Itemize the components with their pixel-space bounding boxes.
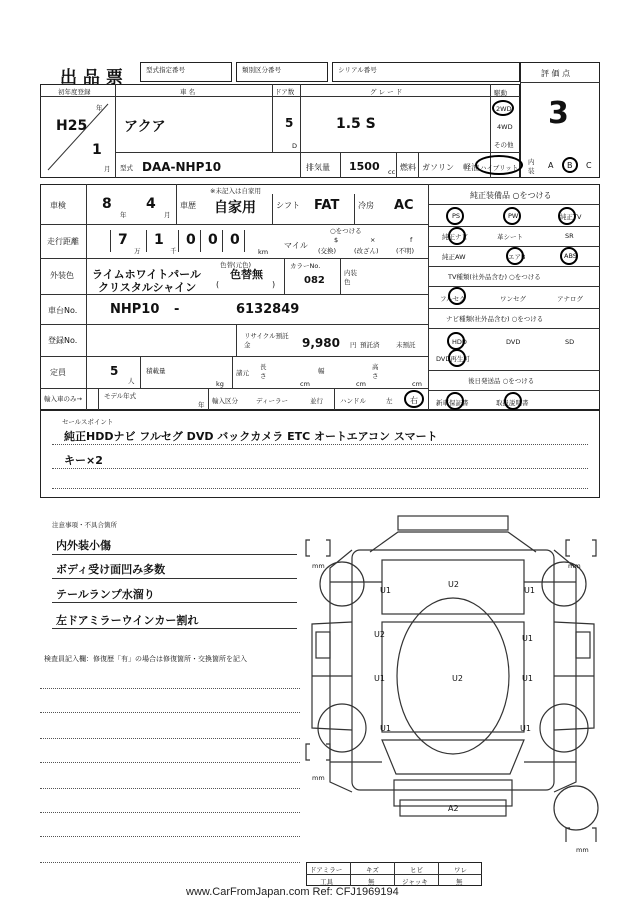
divider bbox=[40, 788, 300, 789]
shaken-year: 8 bbox=[102, 196, 112, 212]
chassis-dash: - bbox=[174, 302, 180, 317]
sales-points-label: セールスポイント bbox=[62, 418, 114, 426]
mileage-digit-5: 0 bbox=[230, 232, 240, 248]
mileage-digit-2: 1 bbox=[154, 232, 164, 248]
unknown-label: (不明) bbox=[396, 247, 415, 255]
shift-label: シフト bbox=[276, 201, 300, 210]
divider bbox=[428, 390, 600, 391]
divider bbox=[418, 152, 419, 178]
divider bbox=[340, 258, 341, 294]
drive-2wd-circle bbox=[492, 100, 514, 116]
equip-navi-circle bbox=[448, 227, 466, 245]
notes-label: 注意事項・不具合箇所 bbox=[52, 521, 117, 529]
mark-left-rear-door-u1: U1 bbox=[374, 674, 385, 683]
shaken-month: 4 bbox=[146, 196, 156, 212]
divider bbox=[52, 554, 297, 555]
width-label: 幅 bbox=[318, 367, 325, 375]
sales-points-box bbox=[40, 410, 600, 498]
divider bbox=[350, 862, 351, 886]
divider bbox=[208, 388, 209, 410]
mileage-sen: 千 bbox=[170, 247, 177, 255]
color-no-label: カラーNo. bbox=[290, 262, 321, 270]
equip-airbag: エアB bbox=[508, 253, 526, 261]
legend-scratch: キズ bbox=[366, 866, 379, 874]
divider bbox=[272, 84, 273, 152]
legend-tools: 工具 bbox=[320, 878, 333, 886]
later-manual-circle bbox=[504, 392, 522, 410]
divider bbox=[40, 836, 300, 837]
shaken-year-unit: 年 bbox=[120, 211, 127, 219]
interior-b: B bbox=[567, 161, 573, 170]
mark-center-u2: U2 bbox=[452, 674, 463, 683]
swap-mark: $ bbox=[334, 236, 339, 244]
note-item-3: テールランプ水溜り bbox=[56, 588, 155, 601]
car-name: アクア bbox=[124, 119, 166, 135]
divider bbox=[40, 762, 300, 763]
legend-crack: ヒビ bbox=[410, 866, 423, 874]
fuel-diesel: 軽油 bbox=[463, 163, 479, 172]
divider bbox=[244, 230, 245, 252]
watermark: www.CarFromJapan.com Ref: CFJ1969194 bbox=[186, 886, 399, 898]
ac-label: 冷房 bbox=[358, 201, 374, 210]
navi-hdd: HDD bbox=[452, 338, 467, 346]
dims-label: 諸元 bbox=[236, 369, 249, 377]
divider bbox=[428, 370, 600, 371]
displacement-value: 1500 bbox=[349, 160, 380, 173]
serial-label: シリアル番号 bbox=[338, 66, 377, 74]
divider bbox=[428, 308, 600, 309]
interior-c: C bbox=[586, 161, 592, 170]
divider bbox=[334, 388, 335, 410]
width-cm: cm bbox=[356, 380, 366, 388]
score-value: 3 bbox=[548, 96, 569, 131]
import-parallel: 並行 bbox=[310, 397, 323, 405]
divider bbox=[40, 812, 300, 813]
mileage-mile: マイル bbox=[284, 241, 308, 250]
divider bbox=[520, 82, 600, 83]
divider bbox=[52, 444, 588, 445]
divider bbox=[52, 578, 297, 579]
divider bbox=[52, 628, 297, 629]
mileage-km: km bbox=[258, 248, 269, 256]
note-item-1: 内外装小傷 bbox=[56, 539, 111, 552]
first-reg-month: 1 bbox=[92, 142, 102, 158]
divider bbox=[354, 194, 355, 224]
equip-ps: PS bbox=[452, 212, 461, 220]
first-reg-era: H25 bbox=[56, 118, 88, 134]
diagram-mm-4: mm bbox=[576, 846, 589, 854]
equip-pw-circle bbox=[503, 207, 521, 225]
mark-left-door-u2: U2 bbox=[374, 630, 385, 639]
equip-aw: 純正AW bbox=[442, 253, 466, 261]
color-paren-open: ( bbox=[216, 280, 220, 289]
divider bbox=[40, 96, 520, 97]
legend-mirror: ドアミラー bbox=[310, 866, 343, 874]
divider bbox=[438, 862, 439, 886]
shaken-month-unit: 月 bbox=[164, 211, 171, 219]
recycle-deposited: 預託済 bbox=[360, 341, 380, 349]
navi-dvd: DVD bbox=[506, 338, 521, 346]
model-label: 型式 bbox=[120, 164, 133, 172]
interior-a: A bbox=[548, 161, 554, 170]
divider bbox=[178, 230, 179, 252]
divider bbox=[232, 356, 233, 388]
color-repaint: 色替無 bbox=[230, 268, 263, 281]
model-cert-label: 型式指定番号 bbox=[146, 66, 185, 74]
mileage-digit-4: 0 bbox=[208, 232, 218, 248]
seats-label: 定員 bbox=[50, 368, 66, 377]
handle-right-circle bbox=[404, 390, 424, 408]
equip-abs: ABS bbox=[564, 252, 577, 260]
equip-tv: 純正TV bbox=[560, 213, 582, 221]
equip-navi: 純正ナビ bbox=[442, 233, 468, 241]
use-value: 自家用 bbox=[214, 200, 256, 216]
divider bbox=[340, 152, 341, 178]
divider bbox=[176, 184, 177, 224]
height-label: 高さ bbox=[372, 363, 379, 380]
interior-b-circle bbox=[562, 157, 578, 173]
tv-analog: アナログ bbox=[557, 295, 583, 303]
sales-points-line-1: 純正HDDナビ フルセグ DVD バックカメラ ETC オートエアコン スマート bbox=[64, 430, 438, 443]
seats-unit: 人 bbox=[128, 377, 135, 385]
alter-label: (改ざん) bbox=[354, 247, 379, 255]
tv-fullseg-circle bbox=[448, 287, 466, 305]
recycle-yen: 円 bbox=[350, 341, 357, 349]
mileage-circle-note: ○をつける bbox=[330, 227, 362, 235]
divider bbox=[428, 328, 600, 329]
unknown-mark: f bbox=[410, 236, 413, 244]
cc-unit: cc bbox=[388, 168, 396, 176]
diagram-mm-2: mm bbox=[568, 562, 581, 570]
divider bbox=[272, 194, 273, 224]
import-label: 輸入車のみ→ bbox=[44, 395, 82, 403]
divider bbox=[428, 184, 429, 410]
equip-pw: PW bbox=[508, 212, 519, 220]
handle-right: 右 bbox=[410, 396, 418, 405]
mark-rear-bumper-a2: A2 bbox=[448, 804, 459, 813]
alter-mark: × bbox=[370, 236, 376, 244]
inspector-label: 検査員記入欄：修復歴「有」の場合は修復箇所・交換箇所を記入 bbox=[44, 655, 247, 663]
divider bbox=[98, 388, 99, 410]
divider bbox=[52, 468, 588, 469]
load-label: 積載量 bbox=[146, 367, 166, 375]
drive-label: 駆動 bbox=[494, 89, 507, 97]
height-cm: cm bbox=[412, 380, 422, 388]
legend-broken: ワレ bbox=[454, 866, 467, 874]
handle-left: 左 bbox=[386, 397, 393, 405]
color-label: 外装色 bbox=[50, 271, 74, 280]
shaken-label: 車検 bbox=[50, 201, 66, 210]
model-value: DAA-NHP10 bbox=[142, 160, 222, 174]
mileage-label: 走行距離 bbox=[47, 237, 79, 246]
interior-label: 内装 bbox=[528, 158, 535, 175]
tv-title: TV種類(社外品含む) ○をつける bbox=[448, 273, 541, 281]
divider bbox=[394, 862, 395, 886]
divider bbox=[40, 738, 300, 739]
divider bbox=[110, 230, 111, 252]
fuel-gas: ガソリン bbox=[422, 163, 454, 172]
handle-label: ハンドル bbox=[340, 397, 366, 405]
displacement-label: 排気量 bbox=[306, 163, 330, 172]
year-unit: 年 bbox=[96, 104, 103, 112]
divider bbox=[40, 224, 428, 225]
mark-roof-u2: U2 bbox=[448, 580, 459, 589]
mark-right-rear-door-u1: U1 bbox=[522, 674, 533, 683]
color-paren-close: ) bbox=[272, 280, 276, 289]
diagram-mm-3: mm bbox=[312, 774, 325, 782]
mark-right-quarter-u1: U1 bbox=[520, 724, 531, 733]
drive-other: その他 bbox=[494, 141, 514, 149]
fuel-hybrid: ハイブリット bbox=[480, 164, 519, 172]
door-count: 5 bbox=[285, 116, 294, 130]
divider bbox=[284, 258, 285, 294]
length-cm: cm bbox=[300, 380, 310, 388]
length-label: 長さ bbox=[260, 363, 267, 380]
ac-value: AC bbox=[394, 198, 414, 213]
divider bbox=[52, 602, 297, 603]
import-type-label: 輸入区分 bbox=[212, 397, 238, 405]
legend-jack: ジャッキ bbox=[402, 878, 428, 886]
divider bbox=[300, 84, 301, 178]
equip-sr: SR bbox=[565, 232, 574, 240]
divider bbox=[40, 688, 300, 689]
load-kg: kg bbox=[216, 380, 224, 388]
navi-title: ナビ種類(社外品含む) ○をつける bbox=[446, 315, 544, 323]
color-line-2: クリスタルシャイン bbox=[98, 281, 197, 294]
sales-points-line-2: キー×2 bbox=[64, 454, 103, 467]
grade-label: グ レ ー ド bbox=[370, 88, 403, 96]
mileage-man: 万 bbox=[134, 247, 141, 255]
divider bbox=[140, 356, 141, 388]
divider bbox=[86, 184, 87, 410]
divider bbox=[146, 230, 147, 252]
divider bbox=[52, 488, 588, 489]
later-warranty: 新車保証書 bbox=[436, 399, 469, 407]
mileage-digit-1: 7 bbox=[118, 232, 128, 248]
interior-color-label: 内装色 bbox=[344, 269, 357, 286]
mark-right-door-u1: U1 bbox=[522, 634, 533, 643]
note-item-2: ボディ受け面凹み多数 bbox=[56, 563, 166, 576]
divider bbox=[115, 152, 520, 153]
equip-airbag-circle bbox=[506, 247, 524, 265]
door-d: D bbox=[292, 142, 298, 150]
mark-front-right-u1: U1 bbox=[524, 586, 535, 595]
model-year-label: モデル年式 bbox=[104, 392, 137, 400]
color-line-1: ライムホワイトパール bbox=[92, 268, 201, 281]
divider bbox=[40, 712, 300, 713]
divider bbox=[428, 266, 600, 267]
doors-label: ドア数 bbox=[275, 88, 295, 96]
fuel-hybrid-circle bbox=[475, 155, 523, 175]
registration-label: 登録No. bbox=[48, 336, 78, 345]
dvd-play: DVD再生可 bbox=[436, 355, 470, 363]
navi-sd: SD bbox=[565, 338, 575, 346]
grade-value: 1.5 S bbox=[336, 116, 376, 132]
recycle-label: リサイクル預託金 bbox=[244, 332, 289, 349]
color-note: 色替(元色) bbox=[220, 261, 252, 269]
chassis-number: 6132849 bbox=[236, 302, 300, 317]
diagram-mm-1: mm bbox=[312, 562, 325, 570]
month-unit: 月 bbox=[104, 165, 111, 173]
later-warranty-circle bbox=[446, 392, 464, 410]
equip-abs-circle bbox=[560, 247, 578, 265]
divider bbox=[115, 84, 116, 178]
later-title: 後日発送品 ○をつける bbox=[468, 377, 535, 385]
divider bbox=[236, 324, 237, 356]
equip-tv-circle bbox=[558, 207, 576, 225]
drive-4wd: 4WD bbox=[497, 123, 513, 131]
shift-value: FAT bbox=[314, 198, 340, 213]
first-reg-label: 初年度登録 bbox=[58, 88, 91, 96]
chassis-label: 車台No. bbox=[48, 306, 78, 315]
score-label: 評 価 点 bbox=[541, 69, 571, 78]
drive-2wd: 2WD bbox=[496, 105, 512, 113]
color-no-value: 082 bbox=[304, 275, 325, 286]
tv-oneseg: ワンセグ bbox=[500, 295, 526, 303]
legend-jack-value: 無 bbox=[456, 878, 463, 886]
divider bbox=[40, 356, 428, 357]
divider bbox=[40, 258, 428, 259]
later-manual: 取扱説明書 bbox=[496, 399, 529, 407]
tv-fullseg: フルセグ bbox=[440, 295, 466, 303]
divider bbox=[40, 862, 300, 863]
sheet-title: 出 品 票 bbox=[60, 68, 123, 88]
legend-tools-value: 無 bbox=[368, 878, 375, 886]
chassis-model: NHP10 bbox=[110, 302, 160, 317]
navi-hdd-circle bbox=[447, 332, 465, 350]
equip-leather: 革シート bbox=[497, 233, 523, 241]
model-year-unit: 年 bbox=[198, 401, 205, 409]
divider bbox=[428, 204, 600, 205]
divider bbox=[222, 230, 223, 252]
recycle-not-deposited: 未預託 bbox=[396, 341, 416, 349]
mark-left-quarter-u1: U1 bbox=[380, 724, 391, 733]
car-name-label: 車 名 bbox=[180, 88, 196, 96]
equipment-title: 純正装備品 ○をつける bbox=[470, 191, 552, 200]
import-dealer: ディーラー bbox=[256, 397, 288, 405]
seats-value: 5 bbox=[110, 364, 119, 378]
recycle-value: 9,980 bbox=[302, 336, 340, 350]
mark-front-left-u1: U1 bbox=[380, 586, 391, 595]
divider bbox=[396, 152, 397, 178]
dvd-play-circle bbox=[448, 349, 466, 367]
fuel-label: 燃料 bbox=[400, 163, 416, 172]
use-label: 車歴 bbox=[180, 201, 196, 210]
divider bbox=[200, 230, 201, 252]
category-label: 類別区分番号 bbox=[242, 66, 281, 74]
mileage-digit-3: 0 bbox=[186, 232, 196, 248]
equip-ps-circle bbox=[446, 207, 464, 225]
divider bbox=[40, 324, 428, 325]
swap-label: (交換) bbox=[318, 247, 337, 255]
use-note: ※未記入は自家用 bbox=[210, 187, 261, 195]
note-item-4: 左ドアミラーウインカー割れ bbox=[56, 614, 199, 627]
